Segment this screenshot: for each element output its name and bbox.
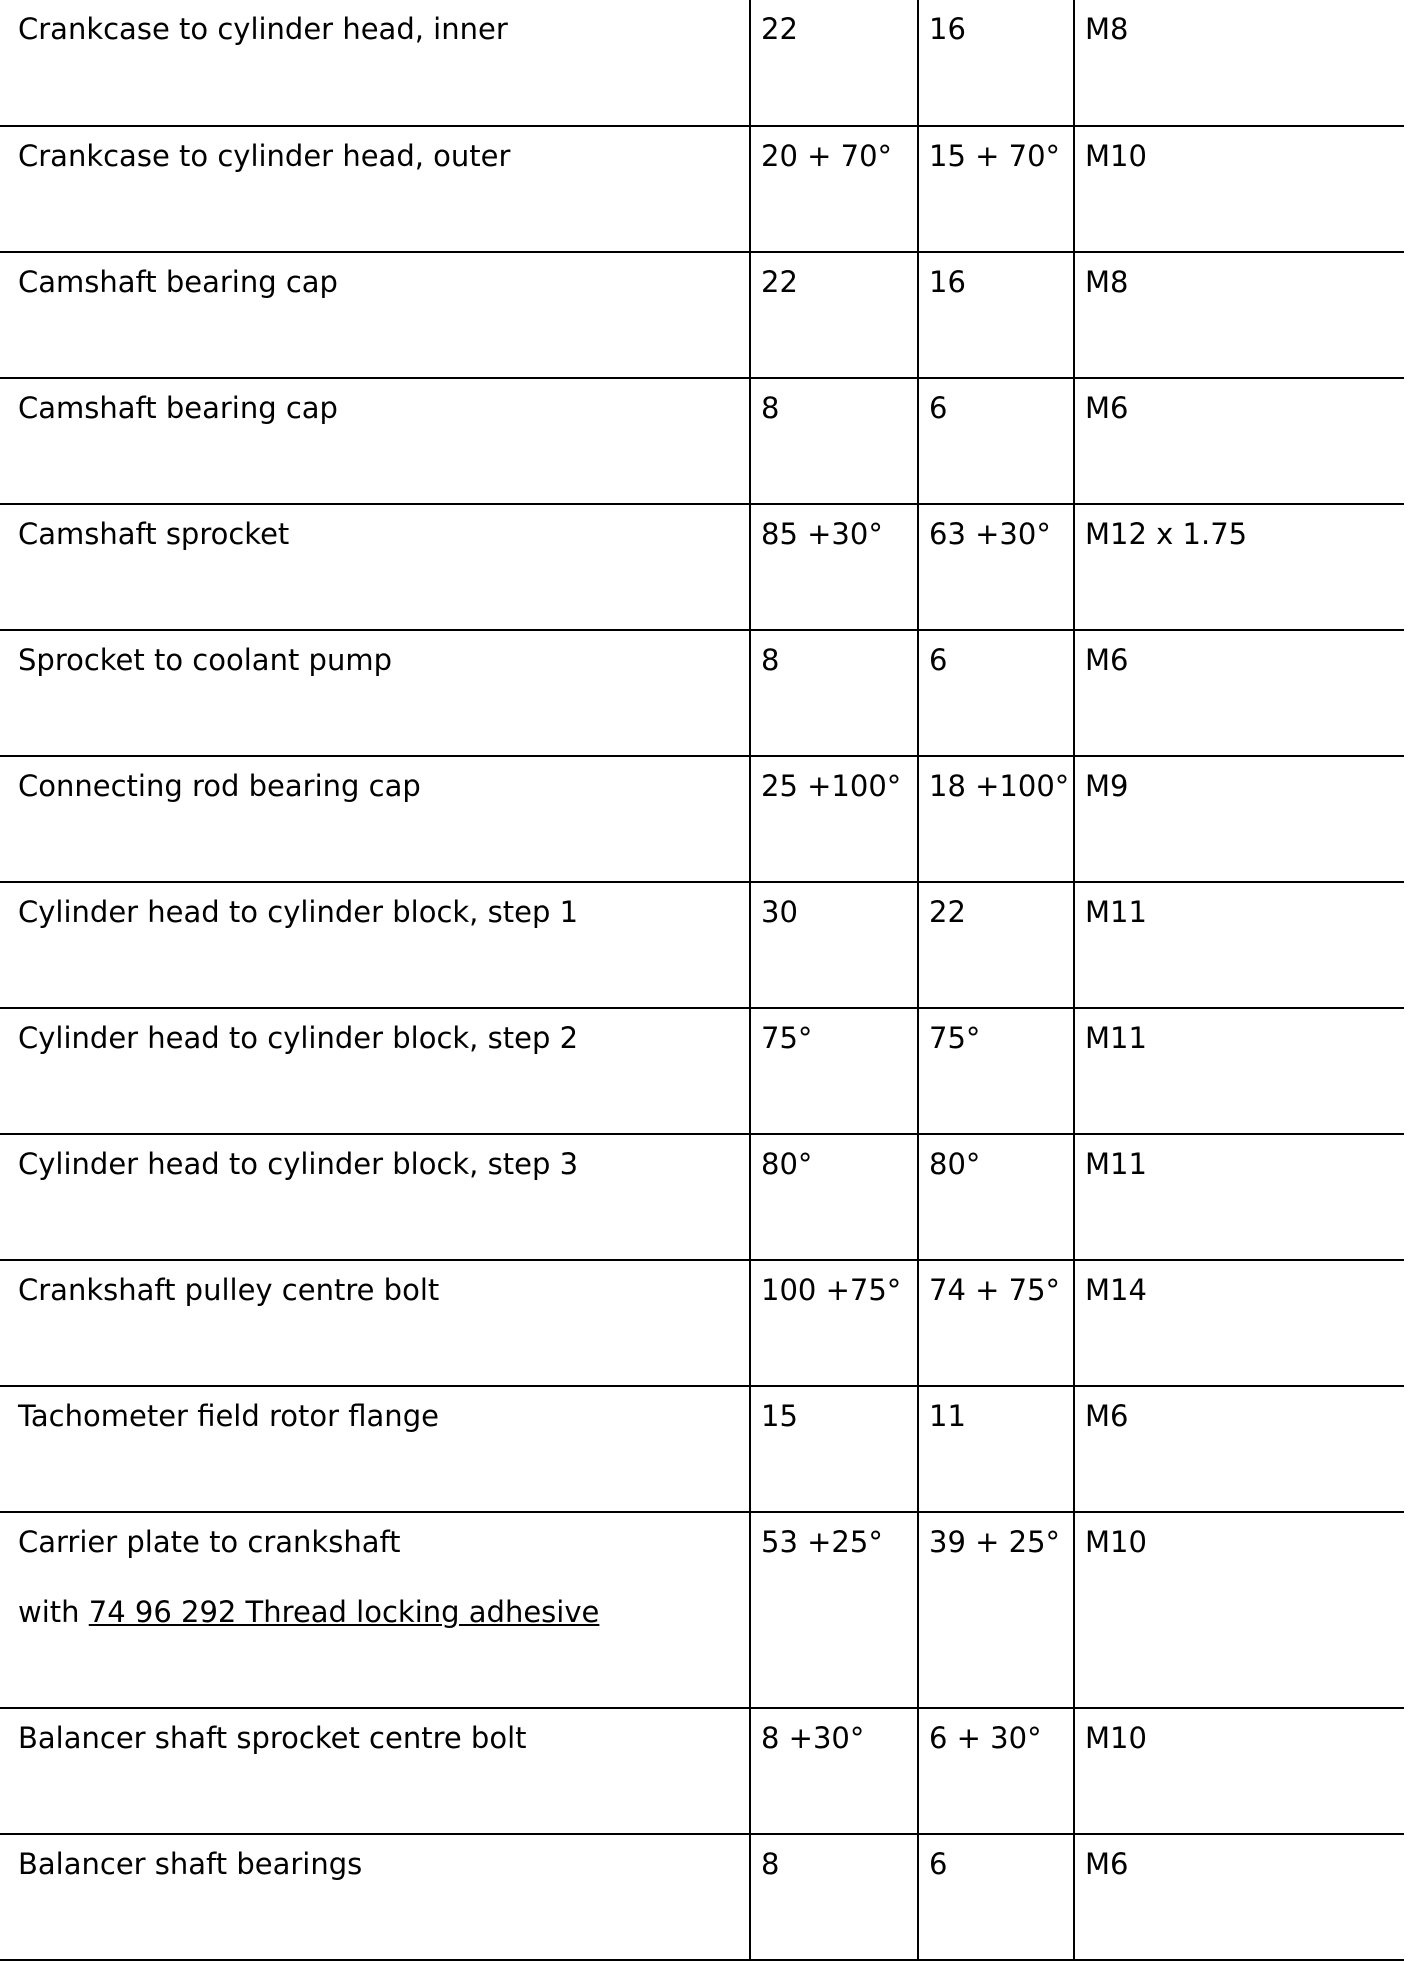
torque-lbft: 6: [918, 630, 1074, 756]
table-row: [0, 1386, 1404, 1512]
table-row: [0, 882, 1404, 1008]
component-description: Crankshaft pulley centre bolt: [0, 1260, 750, 1386]
table-row: [0, 1708, 1404, 1834]
table-row: [0, 126, 1404, 252]
thread-size: M10: [1074, 1708, 1404, 1834]
thread-size: M6: [1074, 378, 1404, 504]
component-description: Cylinder head to cylinder block, step 1: [0, 882, 750, 1008]
thread-size: M6: [1074, 1834, 1404, 1960]
thread-size: M8: [1074, 0, 1404, 126]
torque-lbft: 16: [918, 252, 1074, 378]
torque-nm: 100 +75°: [750, 1260, 918, 1386]
thread-locking-adhesive-link[interactable]: 74 96 292 Thread locking adhesive: [88, 1595, 600, 1629]
thread-size: M12 x 1.75: [1074, 504, 1404, 630]
thread-size: M14: [1074, 1260, 1404, 1386]
torque-lbft: 39 + 25°: [918, 1512, 1074, 1708]
table-row: [0, 378, 1404, 504]
component-description: Crankcase to cylinder head, outer: [0, 126, 750, 252]
component-description: Connecting rod bearing cap: [0, 756, 750, 882]
torque-lbft: 63 +30°: [918, 504, 1074, 630]
torque-nm: 25 +100°: [750, 756, 918, 882]
table-row: [0, 1260, 1404, 1386]
thread-size: M10: [1074, 126, 1404, 252]
torque-lbft: 6: [918, 1834, 1074, 1960]
adhesive-note: [18, 1595, 749, 1629]
table-row: [0, 1134, 1404, 1260]
torque-nm: 30: [750, 882, 918, 1008]
table-row: [0, 504, 1404, 630]
torque-lbft: 6 + 30°: [918, 1708, 1074, 1834]
component-description: Camshaft bearing cap: [0, 378, 750, 504]
torque-nm: 22: [750, 0, 918, 126]
thread-size: M6: [1074, 1386, 1404, 1512]
torque-lbft: 11: [918, 1386, 1074, 1512]
torque-nm: 20 + 70°: [750, 126, 918, 252]
torque-lbft: 75°: [918, 1008, 1074, 1134]
torque-nm: 15: [750, 1386, 918, 1512]
component-description: Cylinder head to cylinder block, step 3: [0, 1134, 750, 1260]
torque-lbft: 6: [918, 378, 1074, 504]
component-description: Cylinder head to cylinder block, step 2: [0, 1008, 750, 1134]
torque-nm: 75°: [750, 1008, 918, 1134]
table-row: [0, 1512, 1404, 1708]
component-description: Camshaft bearing cap: [0, 252, 750, 378]
torque-nm: 85 +30°: [750, 504, 918, 630]
thread-size: M9: [1074, 756, 1404, 882]
thread-size: M6: [1074, 630, 1404, 756]
thread-size: M11: [1074, 882, 1404, 1008]
table-row: [0, 0, 1404, 126]
torque-nm: 22: [750, 252, 918, 378]
torque-nm: 53 +25°: [750, 1512, 918, 1708]
torque-nm: 8: [750, 1834, 918, 1960]
component-description: Sprocket to coolant pump: [0, 630, 750, 756]
adhesive-note-prefix: with: [18, 1595, 89, 1629]
thread-size: M10: [1074, 1512, 1404, 1708]
table-row: [0, 252, 1404, 378]
torque-nm: 8: [750, 378, 918, 504]
torque-lbft: 18 +100°: [918, 756, 1074, 882]
torque-lbft: 16: [918, 0, 1074, 126]
torque-nm: 8: [750, 630, 918, 756]
thread-size: M11: [1074, 1134, 1404, 1260]
component-description-cell: [0, 1512, 750, 1708]
table-row: [0, 1834, 1404, 1960]
table-row: [0, 756, 1404, 882]
torque-nm: 8 +30°: [750, 1708, 918, 1834]
component-description: Balancer shaft bearings: [0, 1834, 750, 1960]
table-row: [0, 1008, 1404, 1134]
component-description: Carrier plate to crankshaft: [18, 1525, 401, 1559]
thread-size: M8: [1074, 252, 1404, 378]
torque-lbft: 22: [918, 882, 1074, 1008]
torque-lbft: 15 + 70°: [918, 126, 1074, 252]
torque-nm: 80°: [750, 1134, 918, 1260]
torque-lbft: 80°: [918, 1134, 1074, 1260]
thread-size: M11: [1074, 1008, 1404, 1134]
component-description: Crankcase to cylinder head, inner: [0, 0, 750, 126]
component-description: Camshaft sprocket: [0, 504, 750, 630]
table-row: [0, 630, 1404, 756]
component-description: Tachometer field rotor flange: [0, 1386, 750, 1512]
component-description: Balancer shaft sprocket centre bolt: [0, 1708, 750, 1834]
torque-lbft: 74 + 75°: [918, 1260, 1074, 1386]
